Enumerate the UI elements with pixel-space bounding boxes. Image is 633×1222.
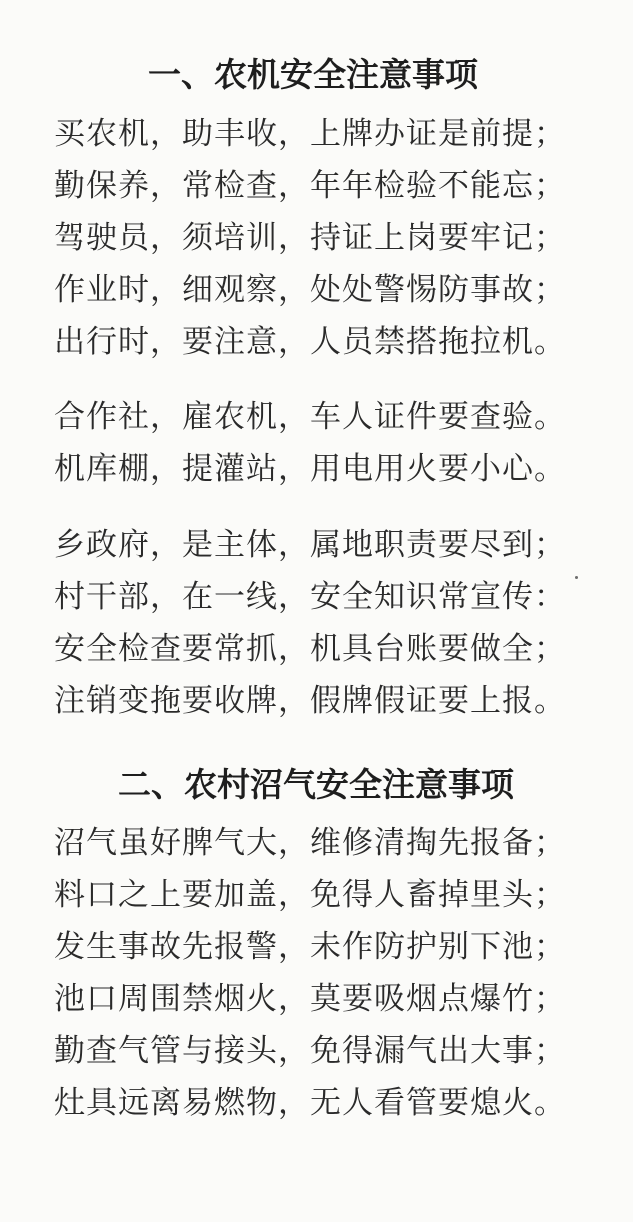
verse-line: 勤保养，常检查，年年检验不能忘； xyxy=(54,168,566,204)
verse-line: 注销变拖要收牌，假牌假证要上报。 xyxy=(54,683,566,719)
verse-line: 买农机，助丰收，上牌办证是前提； xyxy=(54,116,566,152)
verse-line: 勤查气管与接头，免得漏气出大事； xyxy=(54,1033,566,1069)
verse-line: 出行时，要注意，人员禁搭拖拉机。 xyxy=(54,324,566,360)
verse-line: 驾驶员，须培训，持证上岗要牢记； xyxy=(54,220,566,256)
verse-line: 乡政府，是主体，属地职责要尽到； xyxy=(54,527,566,563)
verse-line: 村干部，在一线，安全知识常宣传： xyxy=(54,579,566,615)
verse-line: 灶具远离易燃物，无人看管要熄火。 xyxy=(54,1085,566,1121)
verse-line: 池口周围禁烟火，莫要吸烟点爆竹； xyxy=(54,981,566,1017)
section-title: 二、农村沼气安全注意事项 xyxy=(118,765,514,804)
verse-line: 机库棚，提灌站，用电用火要小心。 xyxy=(54,451,566,487)
verse-line: 作业时，细观察，处处警惕防事故； xyxy=(54,272,566,308)
verse-line: 沼气虽好脾气大，维修清掏先报备； xyxy=(54,825,566,861)
verse-line: 发生事故先报警，未作防护别下池； xyxy=(54,929,566,965)
print-speck xyxy=(575,576,578,579)
verse-line: 合作社，雇农机，车人证件要查验。 xyxy=(54,399,566,435)
verse-line: 料口之上要加盖，免得人畜掉里头； xyxy=(54,877,566,913)
verse-line: 安全检查要常抓，机具台账要做全； xyxy=(54,631,566,667)
section-title: 一、农机安全注意事项 xyxy=(148,55,478,94)
